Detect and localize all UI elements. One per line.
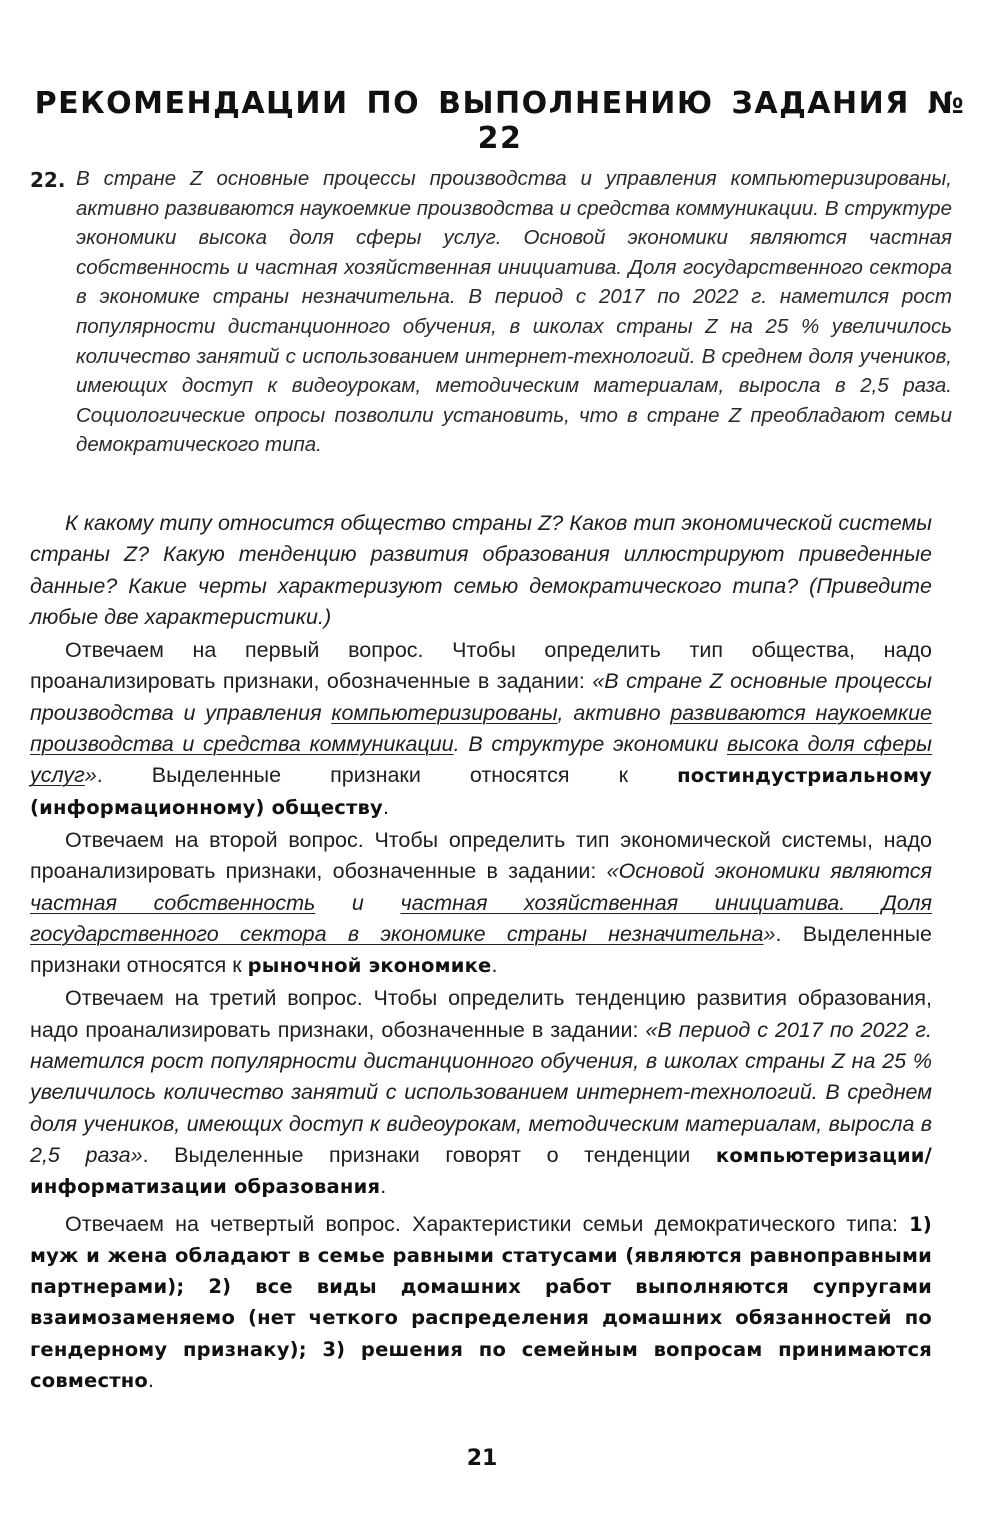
answer-paragraph-1: Отвечаем на первый вопрос. Чтобы определить тип общества, надо проанализировать признаки, обозначенные в задании: «В стране Z основные процессы производства и управления компьютеризированы, активно развиваются наукоемкие производства и средства коммуникации. В структуре экономики высока доля сферы услуг». Выделенные признаки относятся к постиндустриальному (информационному) обществу.	[30, 638, 932, 819]
answer-3-quote: «В период с 2017 по 2022 г. наметился рост популярности дистанционного обучения, в школах страны Z на 25 % увеличилось количество занятий с использованием интернет-технологий. В среднем доля учеников, имеющих доступ к видеоурокам, методическим материалам, выросла в 2,5 раза»	[30, 1017, 932, 1167]
underline-4: частная собственность	[30, 890, 316, 915]
underline-2: развиваются наукоемкие производства и средства коммуникации	[30, 700, 932, 757]
answer-1-intro: Отвечаем на первый вопрос. Чтобы определить тип общества, надо проанализировать признаки, обозначенные в задании:	[30, 638, 932, 694]
answer-body	[30, 508, 932, 1398]
page-title: РЕКОМЕНДАЦИИ ПО ВЫПОЛНЕНИЮ ЗАДАНИЯ № 22	[34, 86, 966, 156]
answer-1-conclusion: постиндустриальному (информационному) обществу	[30, 764, 932, 819]
answer-1-quote: «В стране Z основные процессы производства и управления компьютеризированы, активно развиваются наукоемкие производства и средства коммуникации. В структуре экономики высока доля сферы услуг»	[30, 669, 932, 788]
answer-3-conclusion: компьютеризации/информатизации образования	[30, 1143, 932, 1199]
answer-2-intro: Отвечаем на второй вопрос. Чтобы определить тип экономической системы, надо проанализировать признаки, обозначенные в задании:	[30, 827, 932, 884]
task-number: 22.	[30, 168, 66, 192]
answer-2-conclusion: рыночной экономике	[247, 954, 492, 978]
answer-4-conclusion: 1) муж и жена обладают в семье равными статусами (являются равноправными партнерами); 2) все виды домашних работ выполняются супругами взаимозаменяемо (нет четкого распределения домашних обязанностей по гендерному признаку); 3) решения по семейным вопросам принимаются совместно	[30, 1212, 932, 1393]
answer-3-intro: Отвечаем на третий вопрос. Чтобы определить тенденцию развития образования, надо проанализировать признаки, обозначенные в задании:	[30, 986, 932, 1042]
underline-5: частная хозяйственная инициатива. Доля государственного сектора в экономике страны незначительна	[30, 890, 933, 946]
answer-paragraph-3: Отвечаем на третий вопрос. Чтобы определить тенденцию развития образования, надо проанализировать признаки, обозначенные в задании: «В период с 2017 по 2022 г. наметился рост популярности дистанционного обучения, в школах страны Z на 25 % увеличилось количество занятий с использованием интернет-технологий. В среднем доля учеников, имеющих доступ к видеоурокам, методическим материалам, выросла в 2,5 раза». Выделенные признаки говорят о тенденции компьютеризации/информатизации образования.	[30, 986, 932, 1199]
answer-4-intro: Отвечаем на четвертый вопрос. Характеристики семьи демократического типа:	[65, 1211, 910, 1236]
task-text: В стране Z основные процессы производства и управления компьютеризированы, активно развиваются наукоемкие производства и средства коммуникации. В структуре экономики высока доля сферы услуг. Основой экономики являются частная собственность и частная хозяйственная инициатива. Доля государственного сектора в экономике страны незначительна. В период с 2017 по 2022 г. наметился рост популярности дистанционного обучения, в школах страны Z на 25 % увеличилось количество занятий с использованием интернет-технологий. В среднем доля учеников, имеющих доступ к видеоурокам, методическим материалам, выросла в 2,5 раза. Социологические опросы позволили установить, что в стране Z преобладают семьи демократического типа.	[76, 167, 952, 457]
answer-paragraph-2: Отвечаем на второй вопрос. Чтобы определить тип экономической системы, надо проанализировать признаки, обозначенные в задании: «Основой экономики являются частная собственность и частная хозяйственная инициатива. Доля государственного сектора в экономике страны незначительна». Выделенные признаки относятся к рыночной экономике.	[30, 827, 933, 978]
underline-1: компьютеризированы	[331, 700, 558, 725]
task-questions: К какому типу относится общество страны Z? Каков тип экономической системы страны Z? Какую тенденцию развития образования иллюстрируют приведенные данные? Какие черты характеризуют семью демократического типа? (Приведите любые две характеристики.)	[30, 511, 932, 629]
page-number: 21	[466, 1446, 498, 1471]
answer-2-quote: «Основой экономики являются частная собственность и частная хозяйственная инициатива. Доля государственного сектора в экономике страны незначительна»	[30, 859, 933, 946]
underline-3: высока доля сферы услуг	[30, 732, 932, 788]
answer-paragraph-4: Отвечаем на четвертый вопрос. Характеристики семьи демократического типа: 1) муж и жена обладают в семье равными статусами (являются равноправными партнерами); 2) все виды домашних работ выполняются супругами взаимозаменяемо (нет четкого распределения домашних обязанностей по гендерному признаку); 3) решения по семейным вопросам принимаются совместно.	[30, 1211, 932, 1393]
